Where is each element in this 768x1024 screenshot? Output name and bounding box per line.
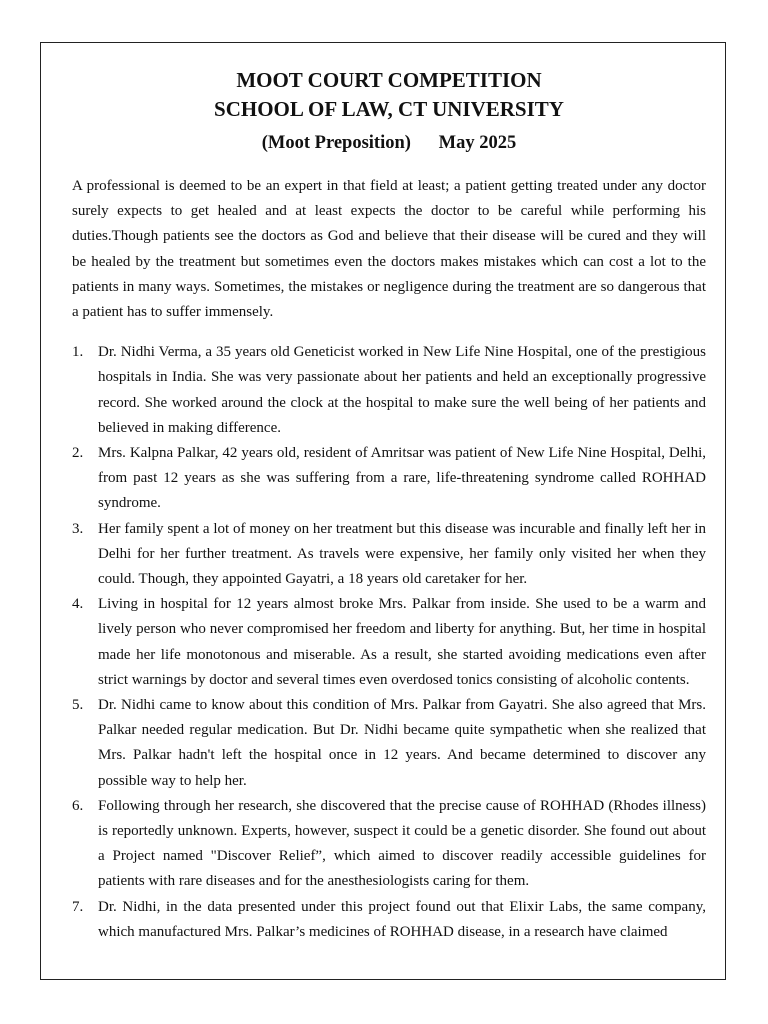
subtitle-row: [72, 131, 706, 155]
document-body: [72, 66, 706, 945]
list-item-text: Following through her research, she discovered that the precise cause of ROHHAD (Rhodes illness) is reportedly unknown. Experts, however, suspect it could be a genetic disorder. She found out about a Project named "Discover Relief”, which aimed to discover readily accessible guidelines for patients with rare diseases and for the anesthesiologists caring for them.: [98, 797, 706, 890]
competition-title: MOOT COURT COMPETITION: [236, 68, 542, 92]
list-item: [72, 794, 706, 895]
list-item-text: Mrs. Kalpna Palkar, 42 years old, resident of Amritsar was patient of New Life Nine Hospital, Delhi, from past 12 years as she was suffering from a rare, life-threatening syndrome called ROHHAD syndrome.: [98, 445, 706, 512]
list-item-number: 3.: [72, 520, 84, 537]
list-item-number: 7.: [72, 898, 84, 915]
document-label: (Moot Preposition): [261, 133, 411, 153]
facts-list: [72, 340, 706, 945]
document-date: May 2025: [438, 133, 517, 153]
list-item: [72, 340, 706, 441]
list-item-number: 1.: [72, 344, 84, 361]
list-item-number: 2.: [72, 445, 84, 462]
list-item-text: Living in hospital for 12 years almost broke Mrs. Palkar from inside. She used to be a warm and lively person who never compromised her freedom and liberty for anything. But, her time in hospital made her life monotonous and miserable. As a result, she started avoiding medications even after strict warnings by doctor and several times even overdosed tonics consisting of alcoholic contents.: [98, 596, 706, 688]
intro-paragraph: A professional is deemed to be an expert in that field at least; a patient getting treated under any doctor surely expects to get healed and at least expects the doctor to be careful while performing his duties.Though patients see the doctors as God and believe that their disease will be cured and they will be healed by the treatment but sometimes even the doctors makes mistakes which can cost a lot to the patients in many ways. Sometimes, the mistakes or negligence during the treatment are so dangerous that a patient has to suffer immensely.: [72, 178, 706, 321]
list-item-number: 5.: [72, 697, 84, 714]
list-item-number: 6.: [72, 797, 84, 814]
list-item: [72, 592, 706, 693]
list-item-text: Dr. Nidhi Verma, a 35 years old Geneticist worked in New Life Nine Hospital, one of the prestigious hospitals in India. She was very passionate about her patients and held an exceptionally progressive record. She worked around the clock at the hospital to make sure the well being of her patients and believed in making difference.: [98, 344, 706, 436]
list-item-number: 4.: [72, 596, 84, 613]
list-item-text: Her family spent a lot of money on her treatment but this disease was incurable and finally left her in Delhi for her further treatment. As travels were expensive, her family only visited her when they could. Though, they appointed Gayatri, a 18 years old caretaker for her.: [98, 520, 706, 588]
list-item-text: Dr. Nidhi came to know about this condition of Mrs. Palkar from Gayatri. She also agreed that Mrs. Palkar needed regular medication. But Dr. Nidhi became quite sympathetic when she realized that Mrs. Palkar hadn't left the hospital once in 12 years. And became determined to discover any possible way to help her.: [98, 697, 706, 789]
institution-title: SCHOOL OF LAW, CT UNIVERSITY: [214, 97, 564, 121]
list-item: [72, 517, 706, 593]
list-item-text: Dr. Nidhi, in the data presented under this project found out that Elixir Labs, the same company, which manufactured Mrs. Palkar’s medicines of ROHHAD disease, in a research have claimed: [98, 898, 706, 940]
list-item: [72, 895, 706, 945]
list-item: [72, 441, 706, 517]
list-item: [72, 693, 706, 794]
